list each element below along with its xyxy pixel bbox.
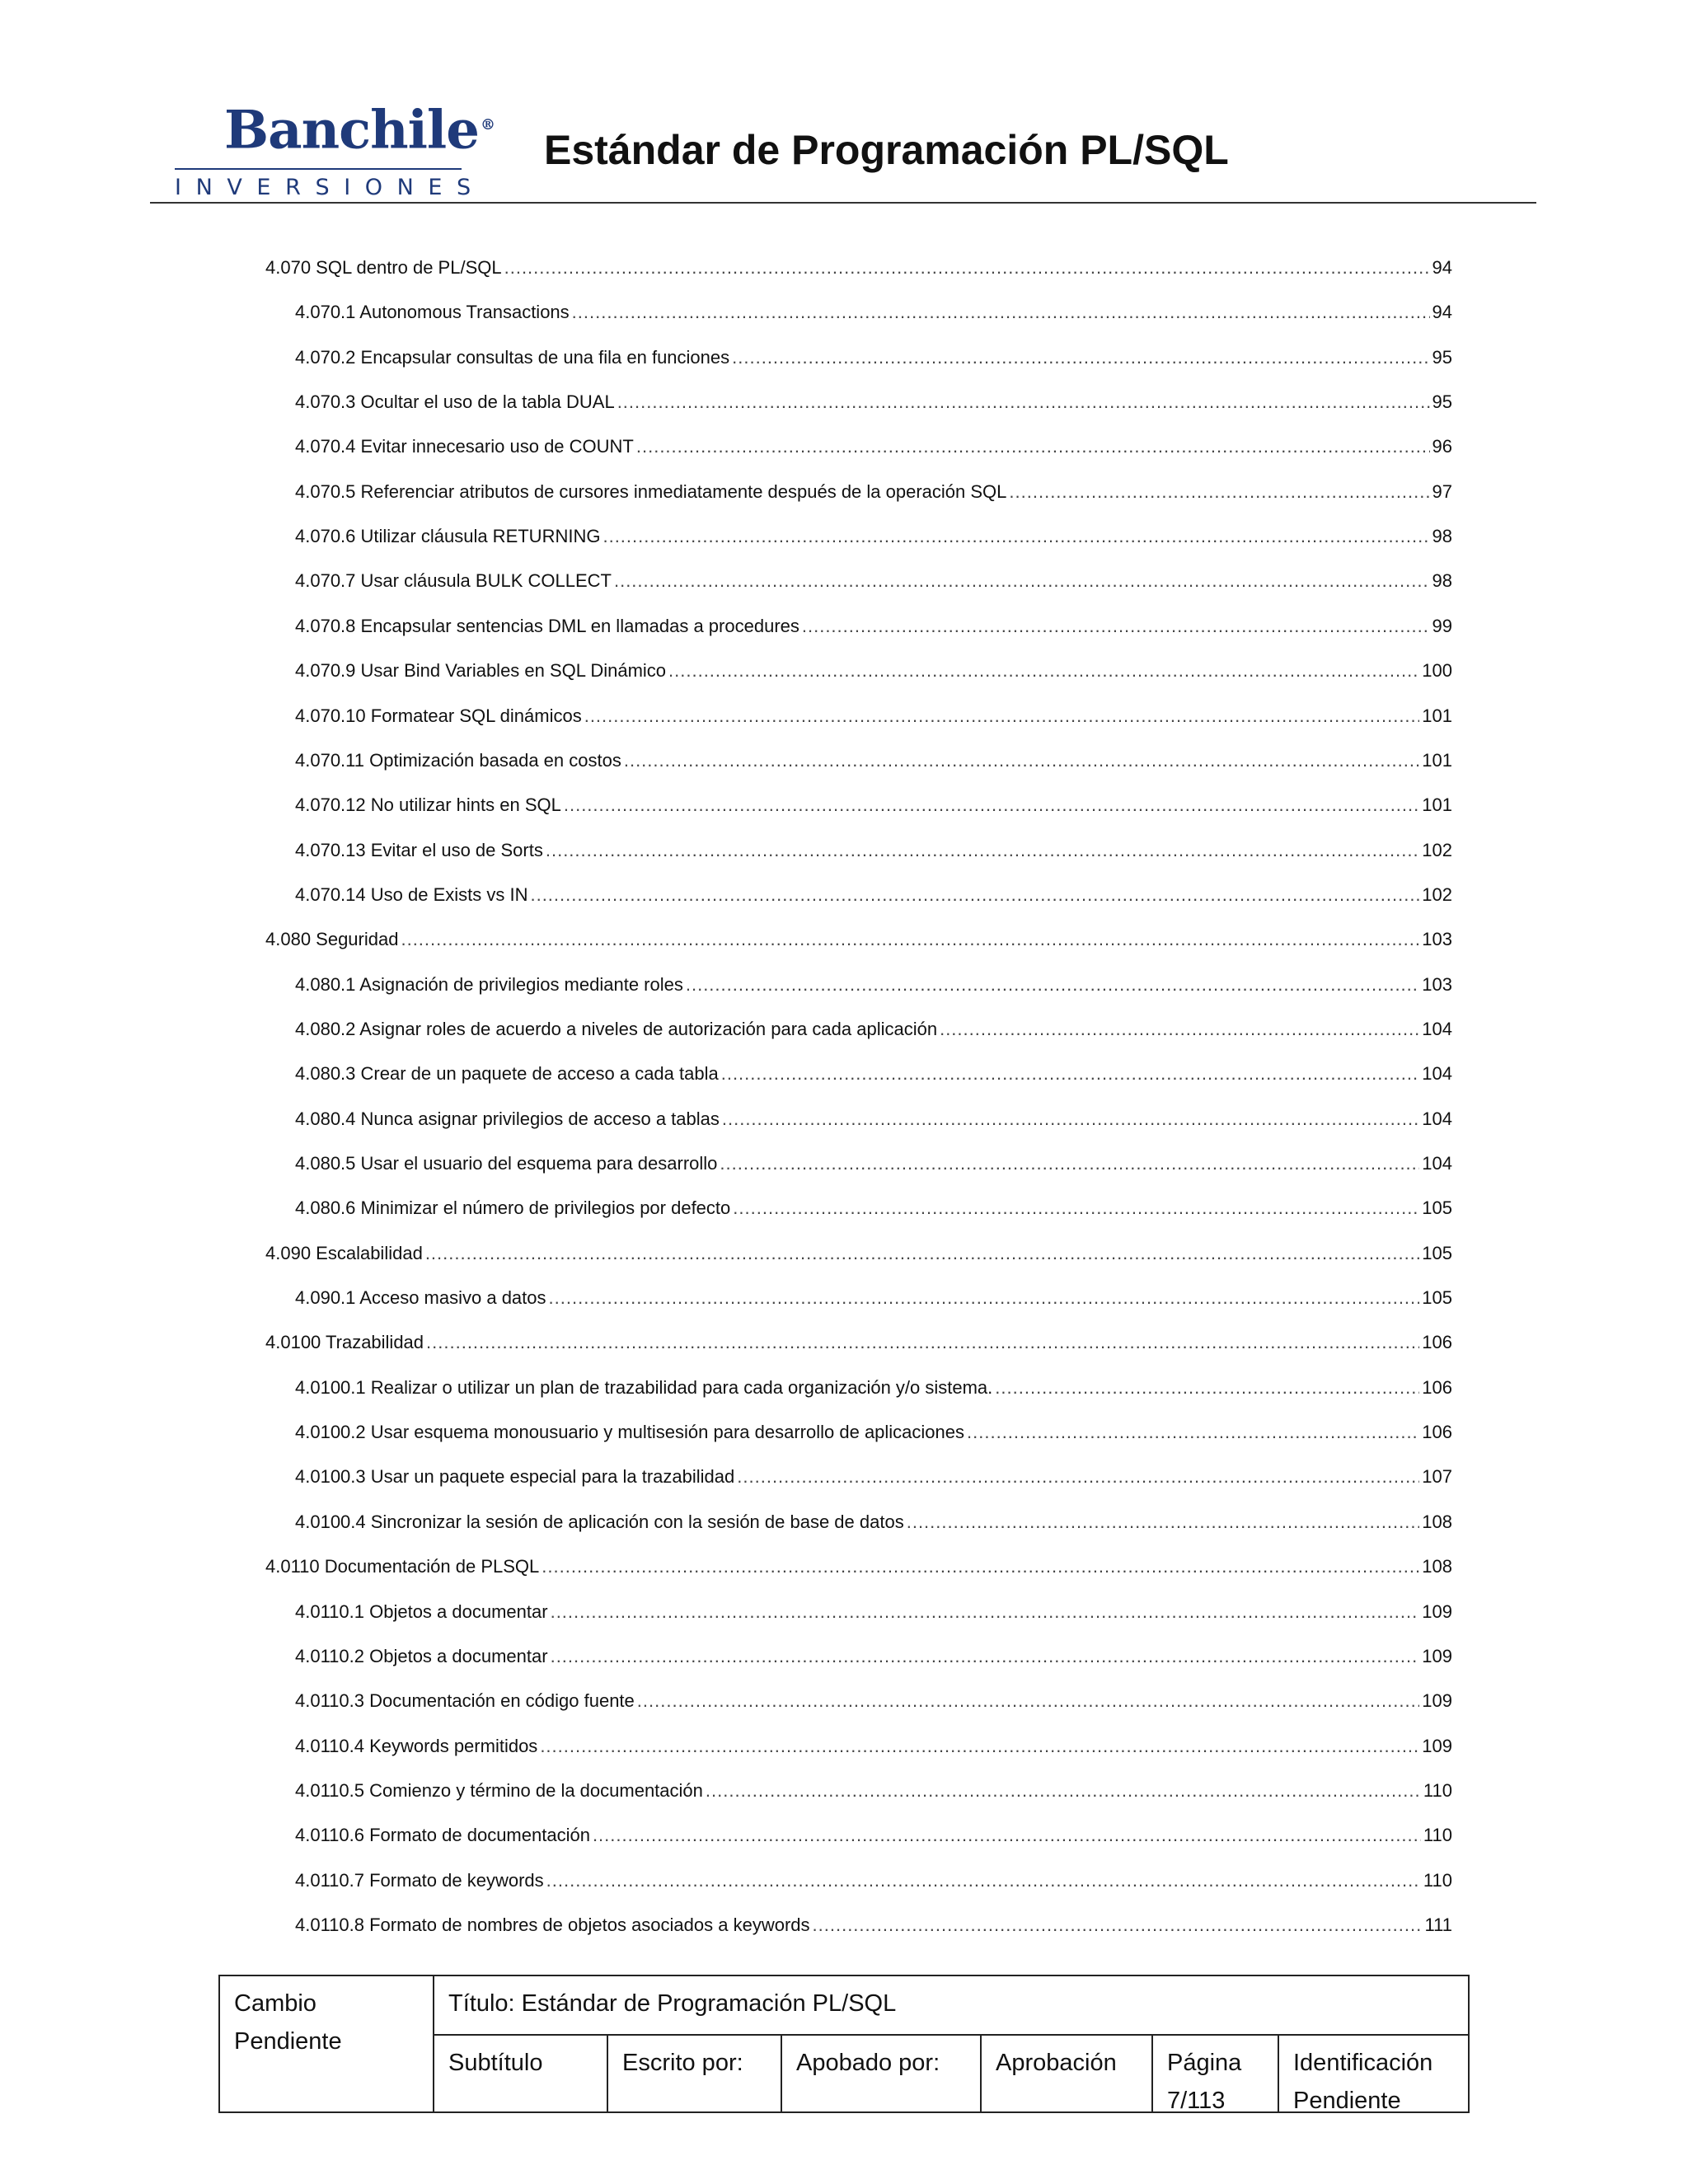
toc-entry-page: 111 (1424, 1914, 1452, 1935)
toc-entry[interactable] (295, 476, 1452, 509)
banchile-logo (175, 92, 495, 201)
toc-entry-title: 4.0100.4 Sincronizar la sesión de aplicación con la sesión de base de datos (295, 1511, 904, 1532)
toc-dot-leader (617, 386, 1430, 419)
toc-entry[interactable] (295, 1864, 1452, 1897)
toc-entry-page: 109 (1422, 1601, 1452, 1622)
toc-entry-title: 4.080 Seguridad (265, 929, 399, 950)
toc-entry-title: 4.0110.6 Formato de documentación (295, 1825, 590, 1846)
toc-entry[interactable] (295, 610, 1452, 643)
toc-dot-leader (720, 1147, 1419, 1180)
footer-cambio-cell (220, 1976, 433, 2111)
toc-dot-leader (614, 565, 1430, 598)
toc-entry[interactable] (295, 834, 1452, 867)
toc-entry-page: 94 (1432, 257, 1452, 278)
toc-dot-leader (603, 520, 1429, 553)
toc-entry[interactable] (295, 1371, 1452, 1404)
footer-pagina-label: Página (1167, 2050, 1242, 2076)
toc-entry[interactable] (295, 565, 1452, 598)
toc-entry-title: 4.070.14 Uso de Exists vs IN (295, 883, 528, 905)
toc-entry-title: 4.0100 Trazabilidad (265, 1332, 424, 1353)
toc-dot-leader (907, 1506, 1420, 1539)
toc-entry-title: 4.070 SQL dentro de PL/SQL (265, 257, 502, 278)
toc-entry-page: 106 (1422, 1376, 1452, 1398)
toc-entry-page: 105 (1422, 1242, 1452, 1263)
toc-dot-leader (546, 1864, 1421, 1897)
toc-entry-title: 4.070.6 Utilizar cláusula RETURNING (295, 526, 601, 547)
toc-entry-page: 100 (1422, 660, 1452, 682)
toc-dot-leader (426, 1326, 1419, 1359)
toc-entry-page: 103 (1422, 929, 1452, 950)
toc-dot-leader (572, 296, 1430, 329)
toc-entry[interactable] (265, 1550, 1452, 1583)
toc-entry[interactable] (295, 296, 1452, 329)
toc-entry[interactable] (295, 1013, 1452, 1046)
toc-entry-title: 4.070.7 Usar cláusula BULK COLLECT (295, 570, 612, 592)
toc-dot-leader (551, 1596, 1420, 1629)
toc-dot-leader (722, 1103, 1419, 1136)
toc-entry-title: 4.080.6 Minimizar el número de privilegios por defecto (295, 1197, 731, 1219)
toc-dot-leader (564, 789, 1419, 822)
logo-registered-mark: ® (480, 116, 495, 134)
toc-entry[interactable] (295, 1460, 1452, 1493)
logo-rule (175, 168, 462, 170)
toc-entry-page: 98 (1432, 526, 1452, 547)
toc-entry-title: 4.0110.2 Objetos a documentar (295, 1645, 548, 1666)
toc-entry[interactable] (295, 654, 1452, 687)
footer-titulo: Título: Estándar de Programación PL/SQL (448, 1990, 897, 2017)
toc-entry-page: 95 (1432, 346, 1452, 368)
footer-subtitulo: Subtítulo (448, 2050, 543, 2076)
toc-dot-leader (721, 1057, 1420, 1090)
toc-entry[interactable] (265, 251, 1452, 284)
toc-entry-title: 4.070.3 Ocultar el uso de la tabla DUAL (295, 391, 615, 413)
toc-entry-page: 106 (1422, 1422, 1452, 1443)
toc-dot-leader (546, 834, 1419, 867)
toc-entry-page: 95 (1432, 391, 1452, 413)
toc-entry[interactable] (295, 1282, 1452, 1315)
toc-entry[interactable] (295, 1909, 1452, 1942)
toc-entry-page: 109 (1422, 1645, 1452, 1666)
toc-dot-leader (668, 654, 1419, 687)
toc-entry-page: 105 (1422, 1287, 1452, 1309)
toc-dot-leader (542, 1550, 1419, 1583)
toc-entry[interactable] (295, 789, 1452, 822)
toc-entry[interactable] (295, 879, 1452, 912)
toc-entry-title: 4.070.13 Evitar el uso de Sorts (295, 839, 543, 860)
toc-entry-page: 108 (1422, 1556, 1452, 1577)
toc-entry[interactable] (295, 1685, 1452, 1718)
toc-entry-page: 103 (1422, 973, 1452, 995)
toc-entry-title: 4.070.9 Usar Bind Variables en SQL Dinámico (295, 660, 667, 682)
toc-dot-leader (686, 968, 1419, 1001)
toc-entry-page: 109 (1422, 1735, 1452, 1756)
toc-entry-title: 4.0110 Documentación de PLSQL (265, 1556, 540, 1577)
toc-entry-title: 4.090.1 Acceso masivo a datos (295, 1287, 546, 1309)
toc-dot-leader (732, 341, 1429, 374)
toc-dot-leader (636, 430, 1430, 463)
toc-entry-page: 102 (1422, 883, 1452, 905)
footer-cambio-value: Pendiente (234, 2028, 342, 2055)
footer-cambio-label: Cambio (234, 1990, 316, 2017)
toc-entry-page: 101 (1422, 749, 1452, 771)
toc-entry[interactable] (295, 1416, 1452, 1449)
toc-dot-leader (1009, 476, 1429, 509)
toc-entry[interactable] (295, 520, 1452, 553)
toc-entry-page: 107 (1422, 1466, 1452, 1488)
toc-entry-title: 4.0110.8 Formato de nombres de objetos asociados a keywords (295, 1914, 810, 1935)
toc-entry-title: 4.070.11 Optimización basada en costos (295, 749, 621, 771)
toc-entry[interactable] (295, 744, 1452, 777)
toc-entry[interactable] (295, 1596, 1452, 1629)
toc-entry[interactable] (295, 1640, 1452, 1673)
toc-entry-title: 4.080.4 Nunca asignar privilegios de acceso a tablas (295, 1108, 720, 1129)
toc-entry[interactable] (295, 386, 1452, 419)
footer-aprobacion: Aprobación (996, 2050, 1117, 2076)
toc-dot-leader (530, 879, 1419, 912)
toc-dot-leader (425, 1237, 1419, 1270)
toc-entry-title: 4.070.5 Referenciar atributos de cursores inmediatamente después de la operación SQL (295, 480, 1007, 502)
toc-dot-leader (967, 1416, 1419, 1449)
footer-escrito-cell (608, 2036, 781, 2111)
toc-entry-page: 104 (1422, 1153, 1452, 1174)
toc-dot-leader (584, 700, 1420, 733)
logo-wordmark: Banchile (224, 99, 479, 162)
toc-entry-page: 104 (1422, 1063, 1452, 1085)
toc-dot-leader (995, 1371, 1419, 1404)
toc-entry-page: 99 (1432, 615, 1452, 636)
toc-entry[interactable] (295, 1192, 1452, 1225)
toc-dot-leader (813, 1909, 1423, 1942)
toc-dot-leader (504, 251, 1430, 284)
toc-dot-leader (737, 1460, 1419, 1493)
toc-entry[interactable] (295, 1506, 1452, 1539)
toc-entry-page: 97 (1432, 480, 1452, 502)
toc-entry-page: 104 (1422, 1018, 1452, 1039)
toc-entry-page: 96 (1432, 436, 1452, 457)
toc-entry[interactable] (295, 341, 1452, 374)
toc-entry-page: 106 (1422, 1332, 1452, 1353)
toc-entry-page: 110 (1423, 1869, 1452, 1891)
document-footer-table (218, 1975, 1470, 2113)
footer-identificacion-label: Identificación (1293, 2050, 1433, 2076)
toc-entry-title: 4.080.1 Asignación de privilegios mediante roles (295, 973, 683, 995)
toc-entry-page: 101 (1422, 705, 1452, 726)
toc-entry-page: 109 (1422, 1690, 1452, 1712)
toc-entry-title: 4.0110.4 Keywords permitidos (295, 1735, 538, 1756)
toc-entry[interactable] (295, 700, 1452, 733)
toc-entry-title: 4.0100.3 Usar un paquete especial para la trazabilidad (295, 1466, 735, 1488)
toc-dot-leader (540, 1730, 1419, 1763)
toc-entry-page: 105 (1422, 1197, 1452, 1219)
footer-aprobacion-cell (982, 2036, 1151, 2111)
toc-entry[interactable] (295, 1819, 1452, 1852)
toc-entry[interactable] (295, 1730, 1452, 1763)
toc-entry-title: 4.0110.3 Documentación en código fuente (295, 1690, 635, 1712)
toc-entry-title: 4.0100.2 Usar esquema monousuario y multisesión para desarrollo de aplicaciones (295, 1422, 965, 1443)
toc-dot-leader (940, 1013, 1419, 1046)
header-divider (150, 202, 1536, 204)
toc-entry-title: 4.070.10 Formatear SQL dinámicos (295, 705, 582, 726)
toc-entry-title: 4.080.3 Crear de un paquete de acceso a cada tabla (295, 1063, 719, 1085)
toc-entry-title: 4.0110.5 Comienzo y término de la documentación (295, 1779, 703, 1801)
toc-entry-title: 4.0110.7 Formato de keywords (295, 1869, 544, 1891)
toc-entry-title: 4.070.12 No utilizar hints en SQL (295, 794, 561, 816)
footer-apobado-cell (782, 2036, 980, 2111)
page-header (0, 0, 1688, 206)
footer-escrito-por: Escrito por: (622, 2050, 743, 2076)
toc-entry-title: 4.070.1 Autonomous Transactions (295, 302, 570, 323)
toc-entry-page: 108 (1422, 1511, 1452, 1532)
toc-entry[interactable] (295, 1057, 1452, 1090)
toc-entry[interactable] (295, 1103, 1452, 1136)
toc-dot-leader (549, 1282, 1420, 1315)
toc-entry-title: 4.0100.1 Realizar o utilizar un plan de trazabilidad para cada organización y/o sistema. (295, 1376, 993, 1398)
toc-entry-page: 101 (1422, 794, 1452, 816)
toc-dot-leader (624, 744, 1419, 777)
toc-entry-title: 4.080.2 Asignar roles de acuerdo a niveles de autorización para cada aplicación (295, 1018, 938, 1039)
toc-entry-title: 4.090 Escalabilidad (265, 1242, 423, 1263)
toc-entry-page: 104 (1422, 1108, 1452, 1129)
toc-entry-title: 4.070.8 Encapsular sentencias DML en llamadas a procedures (295, 615, 799, 636)
toc-entry-page: 110 (1423, 1825, 1452, 1846)
toc-entry[interactable] (295, 430, 1452, 463)
toc-dot-leader (706, 1774, 1421, 1807)
footer-pagina-value: 7/113 (1167, 2088, 1226, 2114)
toc-entry-page: 94 (1432, 302, 1452, 323)
toc-dot-leader (593, 1819, 1421, 1852)
toc-entry[interactable] (295, 1147, 1452, 1180)
toc-entry[interactable] (265, 1326, 1452, 1359)
document-title: Estándar de Programación PL/SQL (544, 127, 1229, 173)
toc-entry-title: 4.070.2 Encapsular consultas de una fila en funciones (295, 346, 730, 368)
footer-apobado-por: Apobado por: (796, 2050, 940, 2076)
toc-entry-page: 110 (1423, 1779, 1452, 1801)
footer-titulo-cell (434, 1976, 1468, 2034)
toc-dot-leader (802, 610, 1430, 643)
toc-entry[interactable] (265, 1237, 1452, 1270)
toc-entry[interactable] (295, 1774, 1452, 1807)
footer-subtitulo-cell (434, 2036, 607, 2111)
toc-dot-leader (551, 1640, 1420, 1673)
toc-entry-title: 4.0110.1 Objetos a documentar (295, 1601, 548, 1622)
logo-subtitle: INVERSIONES (175, 175, 485, 200)
toc-dot-leader (637, 1685, 1420, 1718)
toc-entry-page: 102 (1422, 839, 1452, 860)
footer-identificacion-cell (1279, 2036, 1468, 2114)
toc-entry-page: 98 (1432, 570, 1452, 592)
toc-dot-leader (401, 923, 1419, 956)
footer-identificacion-value: Pendiente (1293, 2088, 1401, 2114)
toc-entry[interactable] (265, 923, 1452, 956)
toc-dot-leader (733, 1192, 1419, 1225)
toc-entry-title: 4.070.4 Evitar innecesario uso de COUNT (295, 436, 634, 457)
footer-pagina-cell (1153, 2036, 1278, 2114)
toc-entry-title: 4.080.5 Usar el usuario del esquema para desarrollo (295, 1153, 718, 1174)
toc-entry[interactable] (295, 968, 1452, 1001)
